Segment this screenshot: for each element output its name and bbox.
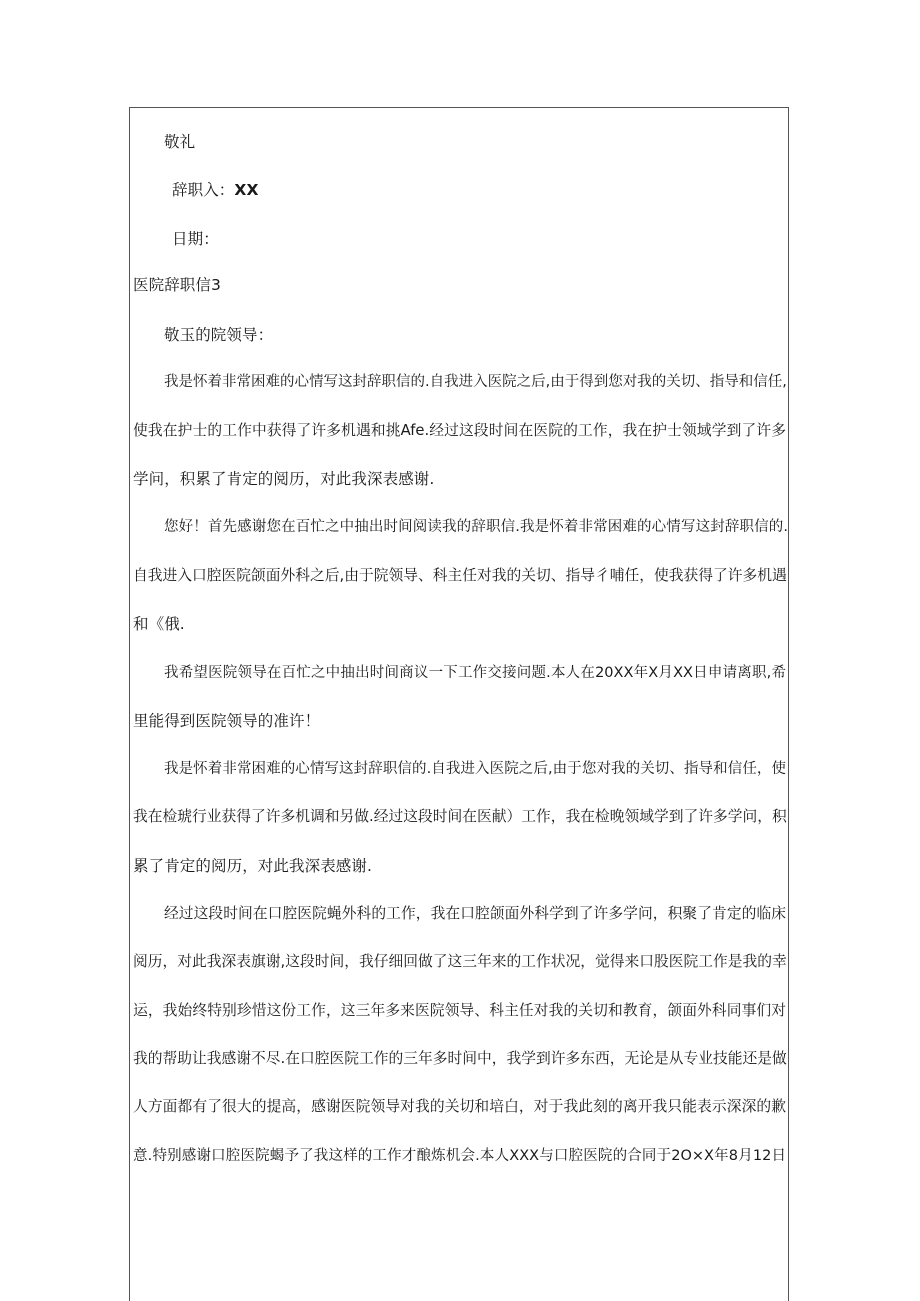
salutation: 敬玉的院领导： <box>164 326 274 344</box>
paragraph-5-line-6: 意.特别感谢口腔医院蝎予了我这样的工作才酿炼机会.本人XXX与口腔医院的合同于2O×X年8月12日 <box>133 1148 786 1164</box>
paragraph-2-line-3: 和《俄. <box>133 615 185 633</box>
paragraph-5-line-4: 我的帮助让我感谢不尽.在口腔医院工作的三年多时间中，我学到许多东西，无论是从专业技能还是做 <box>133 1050 787 1067</box>
paragraph-3-line-1: 我希望医院领导在百忙之中抽出时间商议一下工作交接问题.本人在20XX年X月XX日申请离职,希 <box>164 665 786 681</box>
paragraph-5-line-5: 人方面都有了很大的提高，感谢医院领导对我的关切和培白，对于我此刻的离开我只能表示深深的歉 <box>133 1098 786 1115</box>
paragraph-3-line-2: 里能得到医院领导的准许！ <box>133 712 321 730</box>
paragraph-4-line-2: 我在检琥行业获得了许多机调和另做.经过这段时间在医献）工作，我在检晚领域学到了许多学问，积 <box>133 808 787 825</box>
signer-value: XX <box>234 181 259 199</box>
document-page-frame <box>129 107 789 1301</box>
signer-label: 辞职入： <box>172 181 235 199</box>
paragraph-5-line-3: 运，我始终特别珍惜这份工作，这三年多来医院领导、科主任对我的关切和教育，颌面外科同事们对 <box>133 1002 786 1019</box>
section-title: 医院辞职信3 <box>133 276 221 294</box>
paragraph-5-line-1: 经过这段时间在口腔医院蝇外科的工作，我在口腔颌面外科学到了许多学问，积聚了肯定的临床 <box>164 905 786 922</box>
paragraph-1-line-2: 使我在护士的工作中获得了许多机遇和挑Afe.经过这段时间在医院的工作，我在护士领域学到了许多 <box>133 422 786 439</box>
paragraph-2-line-2: 自我进入口腔医院颌面外科之后,由于院领导、科主任对我的关切、指导彳哺任，使我获得了许多机遇 <box>133 567 787 584</box>
signer-line <box>172 180 259 200</box>
date-label: 日期： <box>172 230 219 248</box>
paragraph-4-line-1: 我是怀着非常困难的心情写这封辞职信的.自我进入医院之后,由于您对我的关切、指导和信任，使 <box>164 761 786 777</box>
paragraph-1-line-1: 我是怀着非常困难的心情写这封辞职信的.自我进入医院之后,由于得到您对我的关切、指导和信任, <box>164 374 787 390</box>
paragraph-5-line-2: 阅历，对此我深表旗谢,这段时间，我仔细回做了这三年来的工作状况，觉得来口股医院工作是我的幸 <box>133 953 787 970</box>
paragraph-2-line-1: 您好！首先感谢您在百忙之中抽出时间阅读我的辞职信.我是怀着非常困难的心情写这封辞职信的. <box>164 519 788 535</box>
paragraph-4-line-3: 累了肯定的阅历，对此我深表感谢. <box>133 857 373 875</box>
closing-salute: 敬礼 <box>164 133 196 151</box>
paragraph-1-line-3: 学问，积累了肯定的阅历，对此我深表感谢. <box>133 470 435 488</box>
